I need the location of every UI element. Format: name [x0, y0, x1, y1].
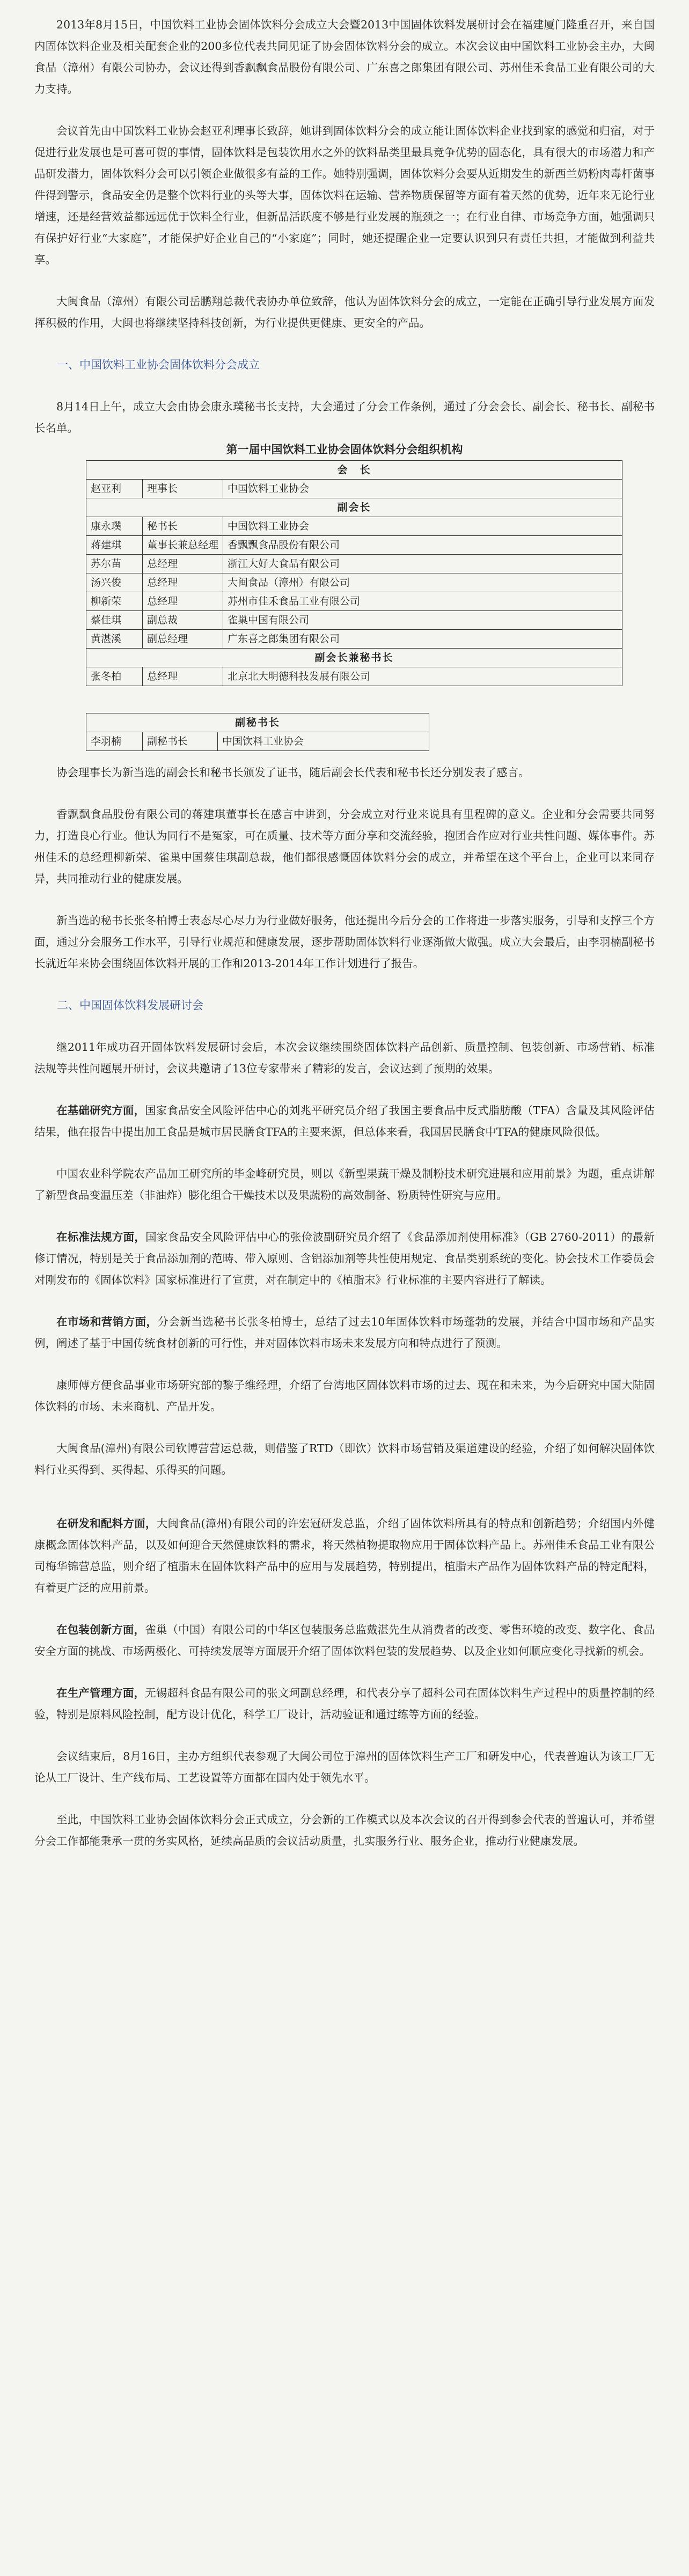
member-company: 中国饮料工业协会	[223, 517, 622, 536]
table-section-header: 副会长	[86, 498, 622, 517]
member-title: 理事长	[143, 480, 223, 498]
table-row	[86, 480, 622, 498]
table-row	[86, 592, 622, 611]
section-2-paragraph-4: 在市场和营销方面，分会新当选秘书长张冬柏博士，总结了过去10年固体饮料市场蓬勃的发展，并结合中国市场和产品实例，阐述了基于中国传统食材创新的可行性，并对固体饮料市场未来发展方向和特点进行了预测。	[34, 1315, 655, 1350]
section-2-heading: 二、中国固体饮料发展研讨会	[57, 999, 203, 1012]
member-name: 苏尔苗	[86, 555, 143, 573]
paragraph-lead: 在基础研究方面，	[56, 1104, 145, 1117]
section-2b-paragraph-2: 在包装创新方面，雀巢（中国）有限公司的中华区包装服务总监戴湛先生从消费者的改变、零售环境的改变、数字化、食品安全方面的挑战、市场两极化、可持续发展等方面展开介绍了固体饮料包装的发展趋势、以及企业如何顺应变化寻找新的机会。	[34, 1623, 655, 1658]
table-row	[86, 732, 429, 751]
table-row	[86, 517, 622, 536]
member-title: 秘书长	[143, 517, 223, 536]
member-title: 总经理	[143, 573, 223, 592]
section-2-paragraph-3: 在标准法规方面，国家食品安全风险评估中心的张俭波副研究员介绍了《食品添加剂使用标准》（GB 2760-2011）的最新修订情况，特别是关于食品添加剂的范畴、带入原则、含铝添加剂等共性使用规定、食品类别系统的变化。协会技术工作委员会对刚发布的《固体饮料》国家标准进行了宣贯，对在制定中的《植脂末》行业标准的主要内容进行了解读。	[34, 1231, 655, 1286]
member-company: 浙江大好大食品有限公司	[223, 555, 622, 573]
member-title: 副秘书长	[143, 732, 218, 751]
member-company: 北京北大明德科技发展有限公司	[223, 667, 622, 686]
section-1-intro: 8月14日上午，成立大会由协会康永璞秘书长支持，大会通过了分会工作条例，通过了分会会长、副会长、秘书长、副秘书长名单。	[34, 400, 655, 435]
section-2b-paragraph-3: 在生产管理方面，无锡超科食品有限公司的张文珂副总经理，和代表分享了超科公司在固体饮料生产过程中的质量控制的经验，特别是原料风险控制，配方设计优化，科学工厂设计，活动验证和通过练等方面的经验。	[34, 1687, 655, 1721]
member-company: 香飘飘食品股份有限公司	[223, 536, 622, 555]
intro-paragraph-1: 2013年8月15日，中国饮料工业协会固体饮料分会成立大会暨2013中国固体饮料发展研讨会在福建厦门隆重召开，来自国内固体饮料企业及相关配套企业的200多位代表共同见证了协会固体饮料分会的成立。本次会议由中国饮料工业协会主办，大闽食品（漳州）有限公司协办，会议还得到香飘飘食品股份有限公司、广东喜之郎集团有限公司、苏州佳禾食品工业有限公司的大力支持。	[34, 18, 655, 95]
member-company: 广东喜之郎集团有限公司	[223, 630, 622, 649]
member-title: 总经理	[143, 555, 223, 573]
paragraph-lead: 在包装创新方面，	[56, 1623, 145, 1636]
member-name: 黄湛溪	[86, 630, 143, 649]
table-row	[86, 555, 622, 573]
member-name: 汤兴俊	[86, 573, 143, 592]
paragraph-lead: 在标准法规方面，	[56, 1231, 146, 1243]
member-name: 张冬柏	[86, 667, 143, 686]
section-2-paragraph-6: 大闽食品(漳州)有限公司钦博营营运总裁，则借鉴了RTD（即饮）饮料市场营销及渠道建设的经验，介绍了如何解决固体饮料行业买得到、买得起、乐得买的问题。	[34, 1442, 655, 1476]
member-company: 中国饮料工业协会	[223, 480, 622, 498]
table-row	[86, 630, 622, 649]
section-1-paragraph-3: 新当选的秘书长张冬柏博士表态尽心尽力为行业做好服务，他还提出今后分会的工作将进一步落实服务，引导和支撑三个方面，通过分会服务工作水平，引导行业规范和健康发展，逐步帮助固体饮料行业逐渐做大做强。成立大会最后，由李羽楠副秘书长就近年来协会围绕固体饮料开展的工作和2013-2014年工作计划进行了报告。	[34, 914, 655, 970]
section-2b-paragraph-4: 会议结束后，8月16日，主办方组织代表参观了大闽公司位于漳州的固体饮料生产工厂和研发中心，代表普遍认为该工厂无论从工厂设计、生产线布局、工艺设置等方面都在国内处于领先水平。	[34, 1750, 655, 1784]
member-title: 总经理	[143, 667, 223, 686]
section-1-paragraph-1: 协会理事长为新当选的副会长和秘书长颁发了证书，随后副会长代表和秘书长还分别发表了感言。	[56, 766, 530, 779]
member-name: 蒋建琪	[86, 536, 143, 555]
section-2b-paragraph-5: 至此，中国饮料工业协会固体饮料分会正式成立，分会新的工作模式以及本次会议的召开得到参会代表的普遍认可，并希望分会工作都能秉承一贯的务实风格，延续高品质的会议活动质量，扎实服务行业、服务企业，推动行业健康发展。	[34, 1813, 655, 1848]
member-title: 副总裁	[143, 611, 223, 630]
member-company: 大闽食品（漳州）有限公司	[223, 573, 622, 592]
member-title: 副总经理	[143, 630, 223, 649]
member-name: 柳新荣	[86, 592, 143, 611]
member-name: 蔡佳琪	[86, 611, 143, 630]
table-section-header: 副秘书长	[86, 713, 429, 732]
deputy-secretary-table	[86, 713, 429, 751]
member-company: 中国饮料工业协会	[218, 732, 429, 751]
member-name: 康永璞	[86, 517, 143, 536]
member-company: 雀巢中国有限公司	[223, 611, 622, 630]
intro-paragraph-2: 会议首先由中国饮料工业协会赵亚利理事长致辞，她讲到固体饮料分会的成立能让固体饮料企业找到家的感觉和归宿，对于促进行业发展也是可喜可贺的事情，固体饮料是包装饮用水之外的饮料品类里最具竞争优势的固态化，具有很大的市场潜力和产品研发潜力，固体饮料分会可以引领企业做很多有益的工作。她特别强调，固体饮料分会要从近期发生的新西兰奶粉肉毒杆菌事件得到警示，食品安全仍是整个饮料行业的头等大事，固体饮料在运输、营养物质保留等方面有着天然的优势，近年来无论行业增速，还是经营效益都远远优于饮料全行业，但新品活跃度不够是行业发展的瓶颈之一；在行业自律、市场竞争方面，她强调只有保护好行业“大家庭”，才能保护好企业自己的“小家庭”；同时，她还提醒企业一定要认识到只有责任共担，才能做到利益共享。	[34, 124, 655, 266]
intro-paragraph-3: 大闽食品（漳州）有限公司岳鹏翔总裁代表协办单位致辞，他认为固体饮料分会的成立，一定能在正确引导行业发展方面发挥积极的作用，大闽也将继续坚持科技创新，为行业提供更健康、更安全的产品。	[34, 295, 655, 329]
member-title: 董事长兼总经理	[143, 536, 223, 555]
table-row	[86, 667, 622, 686]
member-company: 苏州市佳禾食品工业有限公司	[223, 592, 622, 611]
table-section-header: 副会长兼秘书长	[86, 649, 622, 667]
member-name: 李羽楠	[86, 732, 143, 751]
org-structure-table	[86, 460, 622, 686]
section-2-paragraph-2: 中国农业科学院农产品加工研究所的毕金峰研究员，则以《新型果蔬干燥及制粉技术研究进展和应用前景》为题，重点讲解了新型食品变温压差（非油炸）膨化组合干燥技术以及果蔬粉的高效制备、粉质特性研究与应用。	[34, 1167, 655, 1202]
section-2-paragraph-5: 康师傅方便食品事业市场研究部的黎子维经理，介绍了台湾地区固体饮料市场的过去、现在和未来，为今后研究中国大陆固体饮料的市场、未来商机、产品开发。	[34, 1379, 655, 1413]
section-2-intro: 继2011年成功召开固体饮料发展研讨会后，本次会议继续围绕固体饮料产品创新、质量控制、包装创新、市场营销、标准法规等共性问题展开研讨，会议共邀请了13位专家带来了精彩的发言，会议达到了预期的效果。	[34, 1041, 655, 1075]
paragraph-lead: 在市场和营销方面，	[56, 1315, 158, 1328]
paragraph-lead: 在生产管理方面，	[56, 1687, 145, 1699]
org-table-title: 第一届中国饮料工业协会固体饮料分会组织机构	[226, 443, 463, 456]
paragraph-lead: 在研发和配料方面，	[56, 1517, 157, 1530]
section-2b-paragraph-1: 在研发和配料方面，大闽食品(漳州)有限公司的许宏冠研发总监，介绍了固体饮料所具有的特点和创新趋势；介绍国内外健康概念固体饮料产品，以及如何迎合天然健康饮料的需求，将天然植物提取物应用于固体饮料产品上。苏州佳禾食品工业有限公司梅华锦营总监，则介绍了植脂末在固体饮料产品中的应用与发展趋势，特别提出，植脂末产品作为固体饮料产品的特定配料，有着更广泛的应用前景。	[34, 1517, 655, 1594]
table-section-header: 会 长	[86, 461, 622, 480]
section-2-paragraph-1: 在基础研究方面，国家食品安全风险评估中心的刘兆平研究员介绍了我国主要食品中反式脂肪酸（TFA）含量及其风险评估结果，他在报告中提出加工食品是城市居民膳食TFA的主要来源，但总体来看，我国居民膳食中TFA的健康风险很低。	[34, 1104, 655, 1138]
table-row	[86, 573, 622, 592]
table-row	[86, 536, 622, 555]
member-title: 总经理	[143, 592, 223, 611]
section-1-paragraph-2: 香飘飘食品股份有限公司的蒋建琪董事长在感言中讲到，分会成立对行业来说具有里程碑的意义。企业和分会需要共同努力，打造良心行业。他认为同行不是冤家，可在质量、技术等方面分享和交流经验，抱团合作应对行业共性问题、媒体事件。苏州佳禾的总经理柳新荣、雀巢中国蔡佳琪副总裁，他们都很感慨固体饮料分会的成立，并希望在这个平台上，企业可以来同存异，共同推动行业的健康发展。	[34, 808, 655, 885]
section-1-heading: 一、中国饮料工业协会固体饮料分会成立	[57, 358, 260, 371]
table-row	[86, 611, 622, 630]
member-name: 赵亚利	[86, 480, 143, 498]
